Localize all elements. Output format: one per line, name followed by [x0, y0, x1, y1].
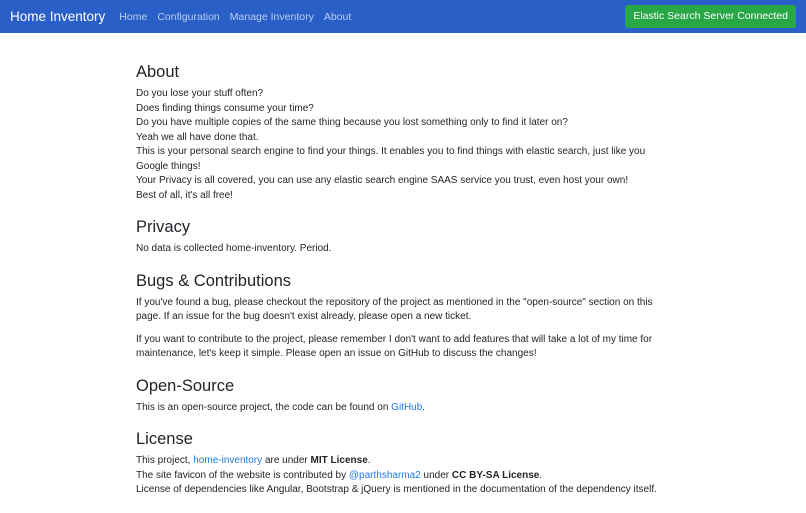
mit-license-label: MIT License [310, 455, 368, 466]
nav-link-manage-inventory[interactable]: Manage Inventory [229, 10, 314, 23]
license-line-2 [136, 469, 666, 484]
opensource-text [136, 401, 666, 416]
about-line: Do you have multiple copies of the same thing because you lost something only to find it later on? [136, 117, 568, 128]
license-line-3: License of dependencies like Angular, Bootstrap & jQuery is mentioned in the documentation of the dependency itself. [136, 484, 657, 495]
license-text-part: are under [262, 455, 311, 466]
license-text-part: This project, [136, 455, 194, 466]
about-title: About [136, 63, 180, 81]
nav-link-configuration[interactable]: Configuration [157, 10, 220, 23]
home-inventory-link[interactable]: home-inventory [193, 455, 263, 466]
nav-link-about[interactable]: About [323, 10, 352, 23]
bugs-paragraph-1: If you've found a bug, please checkout the repository of the project as mentioned in the "open-source" section on this page. If an issue for the bug doesn't exist already, please open a new ticket. [136, 296, 653, 322]
cc-license-label: CC BY-SA License [451, 469, 540, 481]
license-text-part: under [420, 469, 452, 481]
server-status-button[interactable]: Elastic Search Server Connected [625, 5, 796, 28]
about-line: Yeah we all have done that. [136, 131, 259, 143]
about-line: This is your personal search engine to find your things. It enables you to find things with elastic search, just like you Google things! [136, 146, 646, 172]
opensource-text-after: . [422, 401, 426, 413]
about-line: Do you lose your stuff often? [136, 88, 264, 99]
privacy-title: Privacy [136, 218, 191, 236]
bugs-section [136, 271, 666, 362]
license-text-part: . [367, 455, 371, 466]
bugs-title: Bugs & Contributions [136, 271, 292, 290]
nav-link-home[interactable]: Home [119, 10, 148, 23]
bugs-paragraph-2: If you want to contribute to the project, please remember I don't want to add features that will take a lot of my time for maintenance, let's keep it simple. Please open an issue on GitHub to discuss the changes! [136, 333, 653, 359]
about-text [136, 87, 666, 203]
license-text [136, 454, 666, 498]
opensource-section [136, 376, 666, 416]
opensource-title: Open-Source [136, 376, 235, 395]
top-navbar [0, 0, 806, 33]
opensource-text-before: This is an open-source project, the code can be found on [136, 401, 392, 413]
privacy-section [136, 217, 666, 257]
privacy-text: No data is collected home-inventory. Period. [136, 243, 332, 254]
navbar-brand[interactable]: Home Inventory [10, 9, 106, 24]
about-line: Does finding things consume your time? [136, 102, 314, 114]
about-section [136, 62, 666, 203]
license-text-part: . [539, 469, 543, 481]
license-text-part: The site favicon of the website is contributed by [136, 469, 349, 481]
main-content [136, 62, 666, 512]
github-link[interactable]: GitHub [391, 401, 423, 413]
license-section [136, 429, 666, 498]
license-line-1 [136, 454, 666, 469]
about-line: Best of all, it's all free! [136, 189, 233, 201]
parthsharma2-link[interactable]: @parthsharma2 [348, 469, 421, 481]
license-title: License [136, 430, 193, 448]
about-line: Your Privacy is all covered, you can use any elastic search engine SAAS service you trust, even host your own! [136, 175, 629, 186]
